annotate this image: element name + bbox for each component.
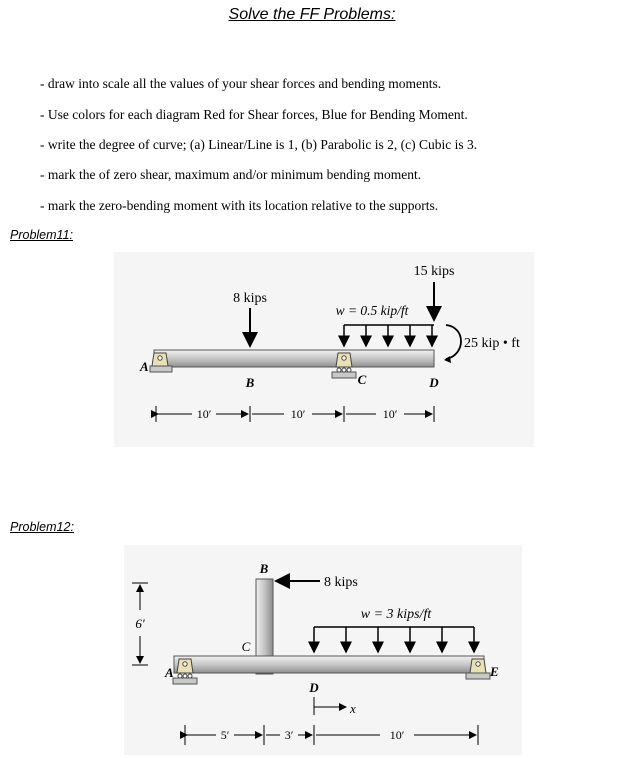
point-b-label: B <box>245 375 255 390</box>
height-label: 6′ <box>135 616 145 631</box>
height-dimension <box>128 580 158 670</box>
dist-load-label: w = 3 kips/ft <box>360 607 432 622</box>
figure-background <box>124 545 522 755</box>
instruction-5: - mark the zero-bending moment with its location relative to the supports. <box>40 198 439 213</box>
point-d-label: D <box>309 680 319 695</box>
moment-label: 25 kip • ft <box>464 336 520 351</box>
point-a-label: A <box>165 665 174 680</box>
problem12-label: Problem12: <box>10 520 74 534</box>
point-b-label: B <box>259 561 269 576</box>
point-c-label: C <box>241 639 251 654</box>
point-e-label: E <box>490 664 499 679</box>
dim-ac-label: 5′ <box>220 728 230 742</box>
load-d-label: 15 kips <box>413 264 455 279</box>
problem12-figure <box>124 545 522 755</box>
dim-bc-label: 10′ <box>290 407 306 421</box>
instruction-1: - draw into scale all the values of your shear forces and bending moments. <box>40 76 442 91</box>
dim-cd-label: 10′ <box>382 407 398 421</box>
load-b-label: 8 kips <box>233 291 267 306</box>
beam <box>154 350 434 367</box>
point-d-label: D <box>429 375 439 390</box>
beam <box>174 656 484 673</box>
instruction-3: - write the degree of curve; (a) Linear/Line is 1, (b) Parabolic is 2, (c) Cubic is 3. <box>40 137 478 152</box>
dim-ab-label: 10′ <box>196 407 212 421</box>
point-a-label: A <box>140 359 149 374</box>
instruction-4: - mark the of zero shear, maximum and/or minimum bending moment. <box>40 167 422 182</box>
page-title: Solve the FF Problems: <box>228 6 396 23</box>
problem11-figure <box>114 252 534 447</box>
dim-de-label: 10′ <box>389 728 405 742</box>
dim-cd-label: 3′ <box>284 728 294 742</box>
x-label: x <box>350 701 356 716</box>
point-c-label: C <box>357 372 367 387</box>
load-b-label: 8 kips <box>324 575 358 590</box>
instruction-2: - Use colors for each diagram Red for Shear forces, Blue for Bending Moment. <box>40 107 468 122</box>
problem11-label: Problem11: <box>10 228 73 242</box>
dist-load-label: w = 0.5 kip/ft <box>335 303 409 318</box>
